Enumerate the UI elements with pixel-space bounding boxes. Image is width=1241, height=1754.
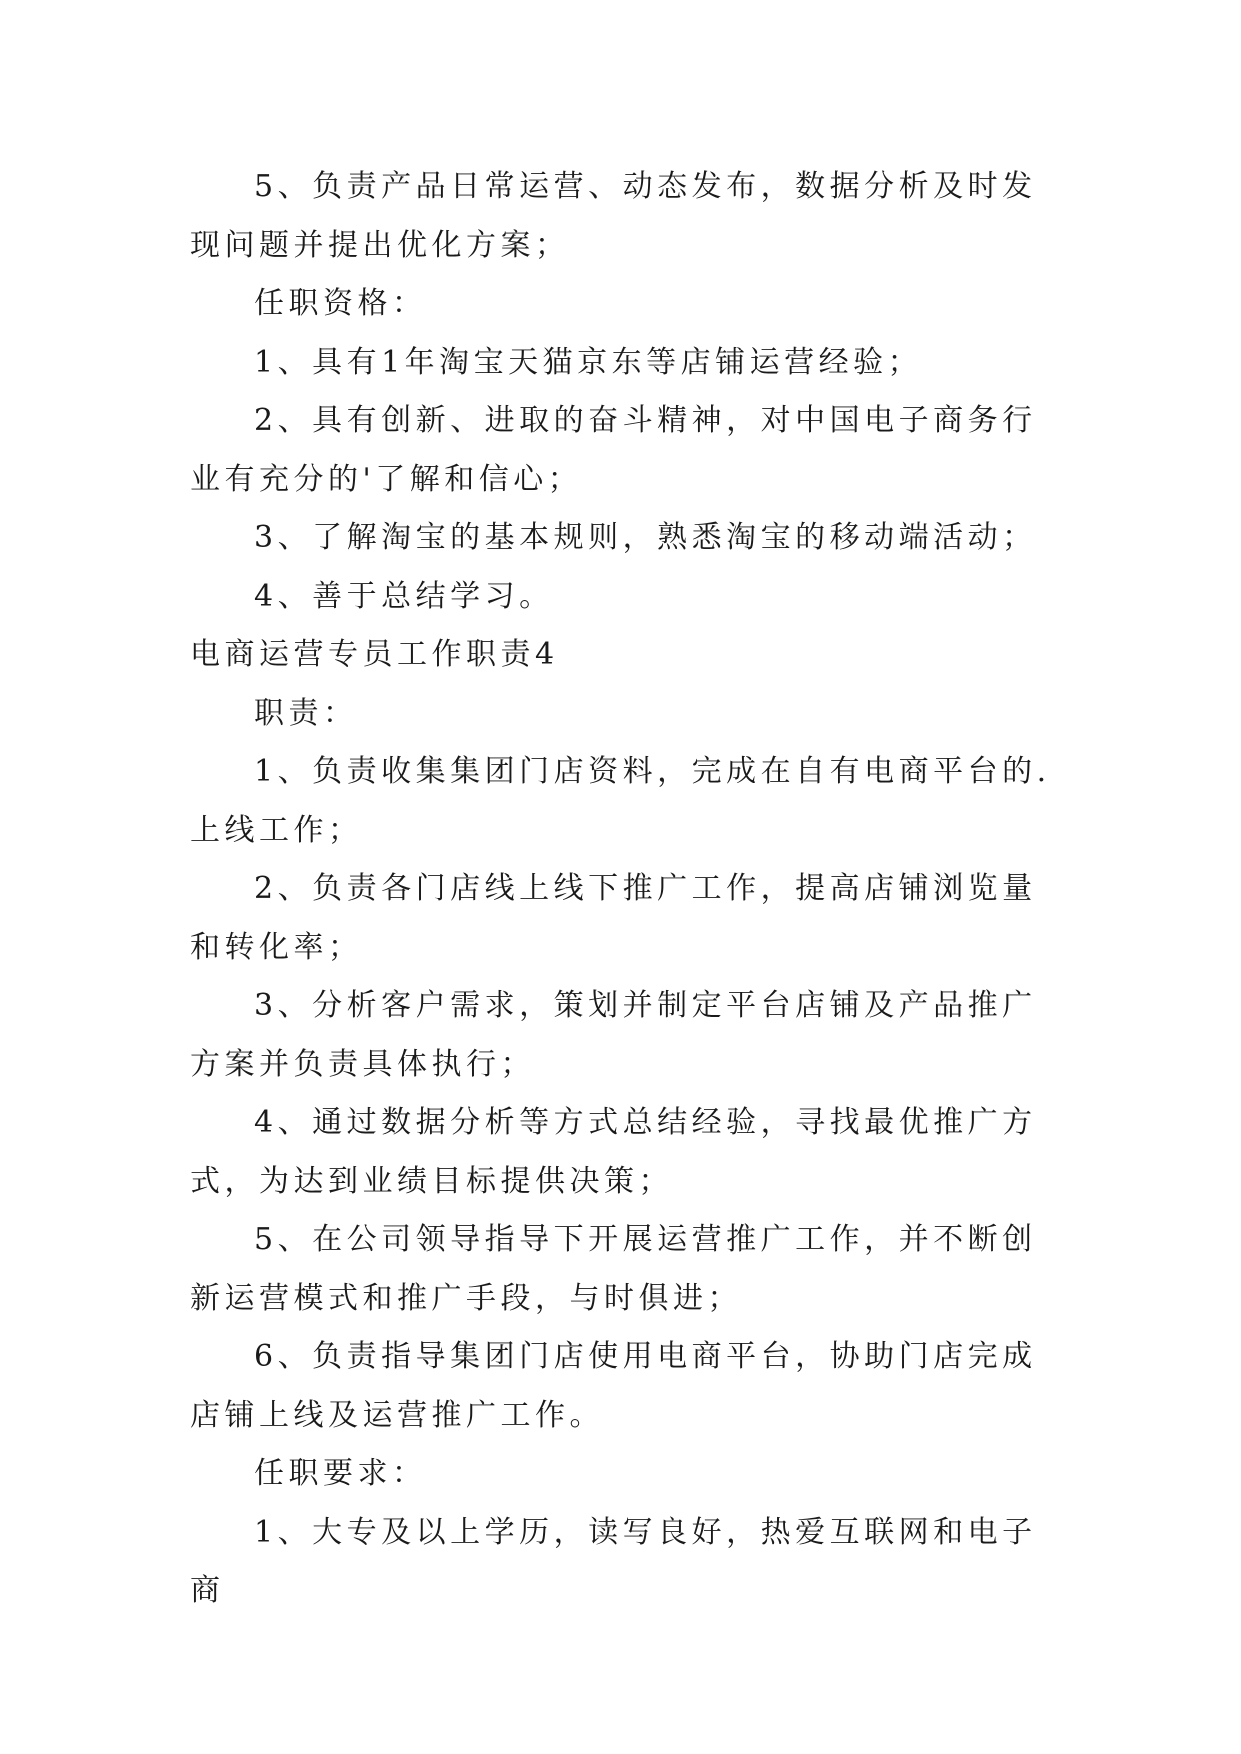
paragraph: 1、大专及以上学历，读写良好，热爱互联网和电子商 xyxy=(190,1514,1037,1608)
paragraph: 3、分析客户需求，策划并制定平台店铺及产品推广方案并负责具体执行； xyxy=(190,988,1037,1082)
paragraph: 5、在公司领导指导下开展运营推广工作，并不断创新运营模式和推广手段，与时俱进； xyxy=(190,1222,1037,1316)
section-label: 任职要求： xyxy=(254,1456,427,1491)
document-body xyxy=(190,158,1052,1621)
paragraph: 3、了解淘宝的基本规则，熟悉淘宝的移动端活动； xyxy=(254,520,1037,555)
section-label: 职责： xyxy=(254,695,358,731)
paragraph: 6、负责指导集团门店使用电商平台，协助门店完成店铺上线及运营推广工作。 xyxy=(190,1339,1037,1433)
paragraph: 4、善于总结学习。 xyxy=(254,578,554,614)
paragraph: 1、负责收集集团门店资料，完成在自有电商平台的.上线工作； xyxy=(190,754,1051,848)
paragraph: 2、具有创新、进取的奋斗精神，对中国电子商务行业有充分的'了解和信心； xyxy=(190,403,1037,497)
paragraph: 4、通过数据分析等方式总结经验，寻找最优推广方式，为达到业绩目标提供决策； xyxy=(190,1105,1037,1199)
section-label: 任职资格： xyxy=(254,286,427,321)
section-heading: 电商运营专员工作职责4 xyxy=(190,637,559,672)
paragraph: 1、具有1年淘宝天猫京东等店铺运营经验； xyxy=(254,344,923,380)
paragraph: 5、负责产品日常运营、动态发布，数据分析及时发现问题并提出优化方案； xyxy=(190,169,1037,263)
paragraph: 2、负责各门店线上线下推广工作，提高店铺浏览量和转化率； xyxy=(190,871,1037,965)
